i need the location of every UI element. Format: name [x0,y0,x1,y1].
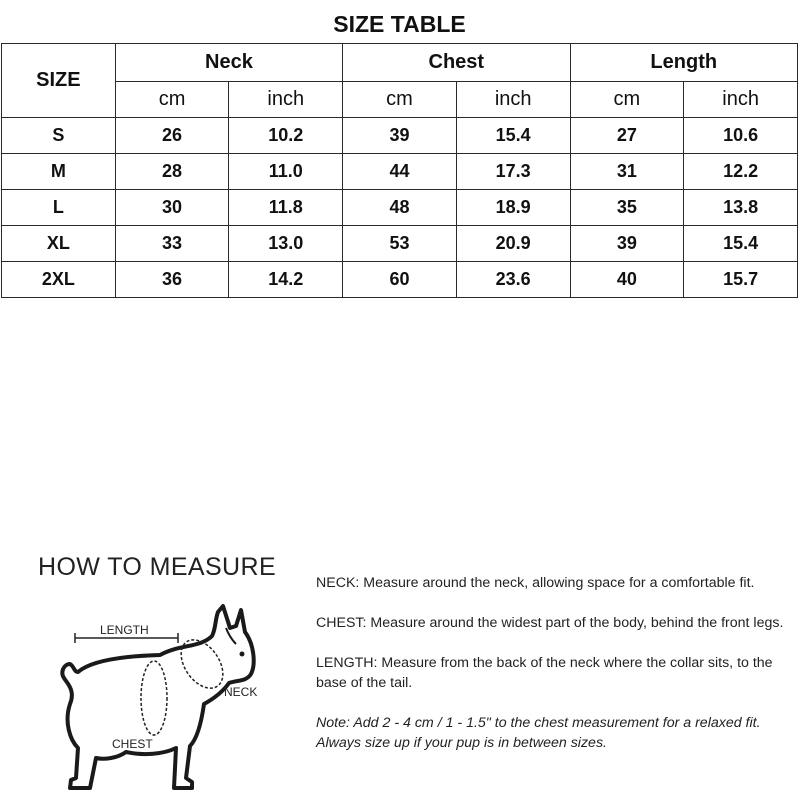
value-cell: 48 [343,190,457,226]
size-column-header: SIZE [2,44,116,118]
table-row [2,190,798,226]
size-cell: 2XL [2,262,116,298]
value-cell: 12.2 [684,154,798,190]
value-cell: 11.8 [229,190,343,226]
length-inch-header: inch [684,82,798,118]
size-table [1,6,798,298]
length-instruction: LENGTH: Measure from the back of the neck where the collar sits, to the base of the tail. [316,655,773,691]
table-row [2,262,798,298]
value-cell: 33 [115,226,229,262]
value-cell: 30 [115,190,229,226]
neck-measure-ring [173,632,232,696]
value-cell: 10.6 [684,118,798,154]
value-cell: 35 [570,190,684,226]
value-cell: 53 [343,226,457,262]
table-row [2,226,798,262]
value-cell: 15.7 [684,262,798,298]
eye-detail [240,652,245,657]
neck-group-header: Neck [115,44,342,82]
value-cell: 28 [115,154,229,190]
value-cell: 31 [570,154,684,190]
value-cell: 23.6 [456,262,570,298]
chest-group-header: Chest [343,44,570,82]
dog-measurement-diagram [30,598,290,798]
chest-inch-header: inch [456,82,570,118]
value-cell: 15.4 [456,118,570,154]
value-cell: 13.0 [229,226,343,262]
length-group-header: Length [570,44,797,82]
value-cell: 40 [570,262,684,298]
chest-instruction: CHEST: Measure around the widest part of the body, behind the front legs. [316,615,784,631]
value-cell: 20.9 [456,226,570,262]
size-cell: M [2,154,116,190]
neck-inch-header: inch [229,82,343,118]
measure-instructions [316,573,792,773]
value-cell: 44 [343,154,457,190]
length-label: LENGTH [100,623,149,637]
chest-label: CHEST [112,737,153,751]
chest-cm-header: cm [343,82,457,118]
value-cell: 39 [343,118,457,154]
neck-cm-header: cm [115,82,229,118]
value-cell: 14.2 [229,262,343,298]
value-cell: 26 [115,118,229,154]
fit-note: Note: Add 2 - 4 cm / 1 - 1.5" to the chest measurement for a relaxed fit. Always size up if your pup is in between sizes. [316,715,761,751]
value-cell: 17.3 [456,154,570,190]
table-row [2,154,798,190]
value-cell: 11.0 [229,154,343,190]
value-cell: 10.2 [229,118,343,154]
size-cell: XL [2,226,116,262]
neck-instruction: NECK: Measure around the neck, allowing space for a comfortable fit. [316,575,755,591]
size-cell: S [2,118,116,154]
value-cell: 15.4 [684,226,798,262]
table-row [2,118,798,154]
size-table-title: SIZE TABLE [2,6,798,44]
neck-label: NECK [224,685,258,699]
value-cell: 27 [570,118,684,154]
ear-detail [226,628,236,644]
length-cm-header: cm [570,82,684,118]
value-cell: 36 [115,262,229,298]
size-cell: L [2,190,116,226]
value-cell: 39 [570,226,684,262]
value-cell: 60 [343,262,457,298]
chest-measure-ring [141,661,167,735]
how-to-measure-title: HOW TO MEASURE [38,553,277,581]
value-cell: 18.9 [456,190,570,226]
value-cell: 13.8 [684,190,798,226]
